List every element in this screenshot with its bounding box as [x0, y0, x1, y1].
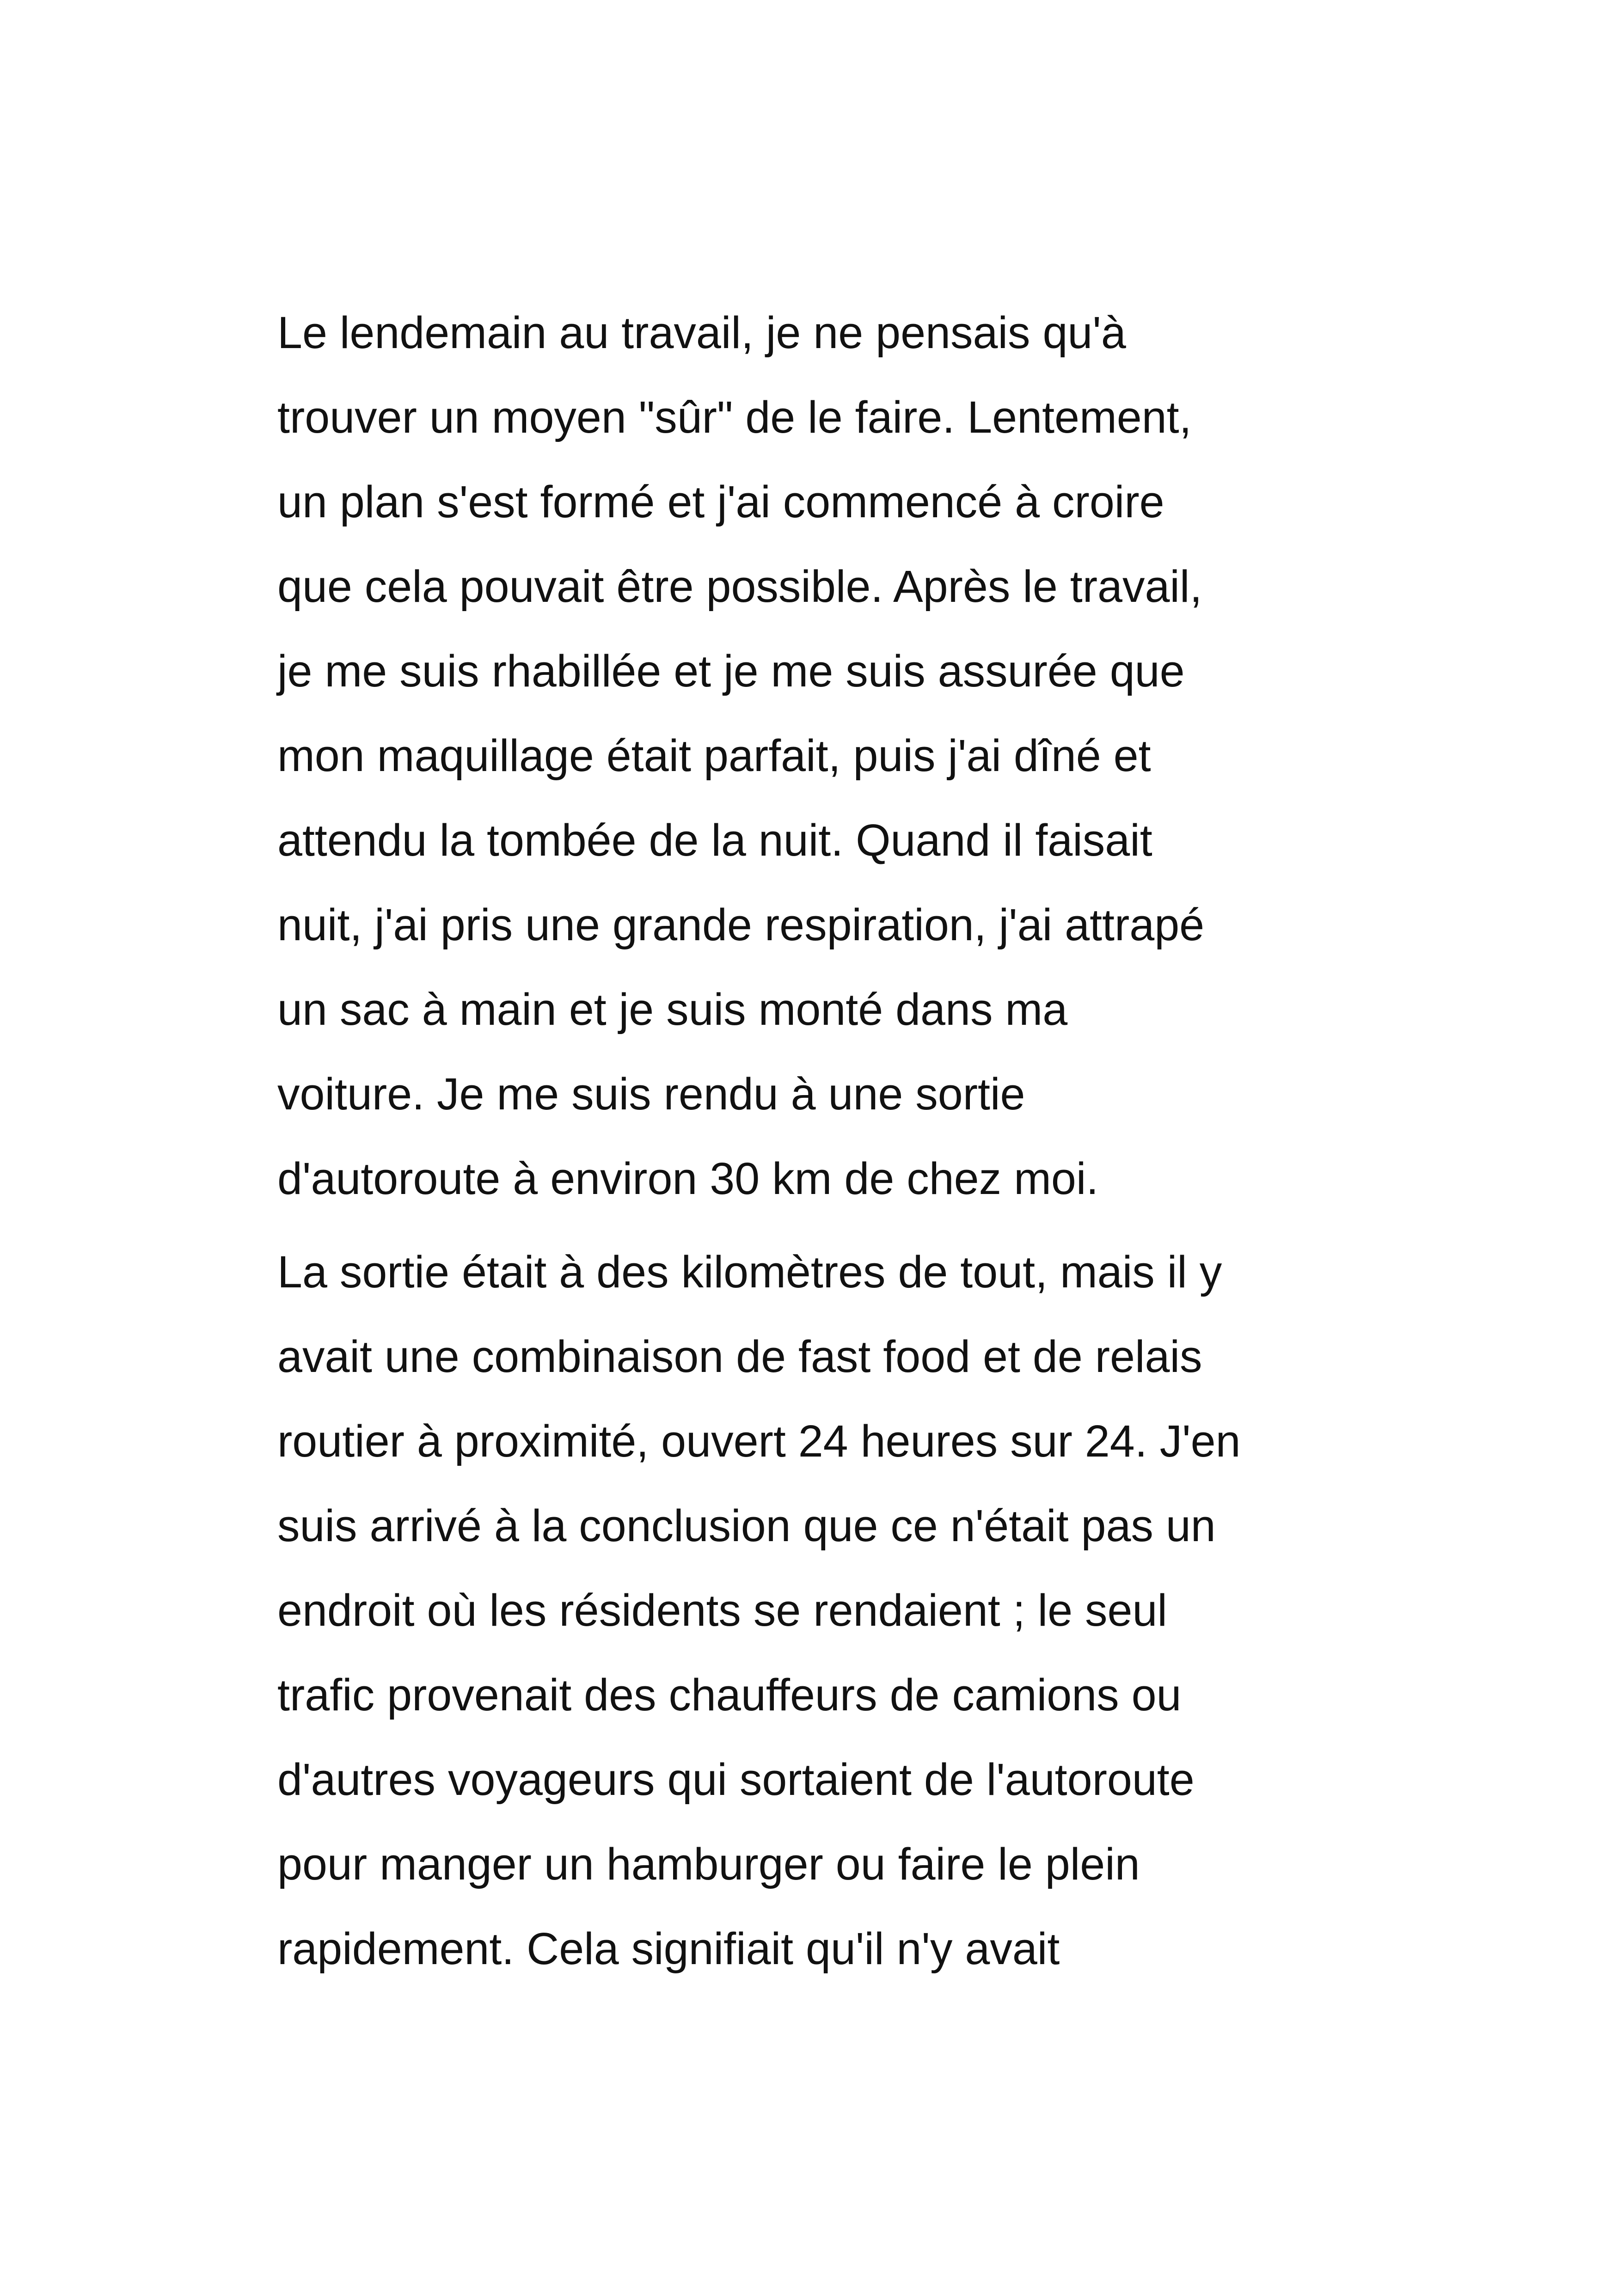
text-line: un plan s'est formé et j'ai commencé à croire: [277, 477, 1164, 527]
text-line: pour manger un hamburger ou faire le plein: [277, 1839, 1140, 1889]
text-line: voiture. Je me suis rendu à une sortie: [277, 1069, 1025, 1119]
text-line: que cela pouvait être possible. Après le travail,: [277, 561, 1202, 612]
text-line: avait une combinaison de fast food et de relais: [277, 1331, 1202, 1382]
text-line: rapidement. Cela signifiait qu'il n'y avait: [277, 1923, 1060, 1974]
text-line: d'autoroute à environ 30 km de chez moi.: [277, 1153, 1099, 1204]
text-line: d'autres voyageurs qui sortaient de l'autoroute: [277, 1754, 1195, 1805]
text-line: La sortie était à des kilomètres de tout, mais il y: [277, 1247, 1222, 1297]
text-line: trafic provenait des chauffeurs de camions ou: [277, 1670, 1182, 1720]
text-line: routier à proximité, ouvert 24 heures sur 24. J'en: [277, 1416, 1241, 1466]
text-line: endroit où les résidents se rendaient ; le seul: [277, 1585, 1167, 1635]
text-line: Le lendemain au travail, je ne pensais qu'à: [277, 307, 1126, 358]
text-line: trouver un moyen "sûr" de le faire. Lentement,: [277, 392, 1192, 442]
text-line: mon maquillage était parfait, puis j'ai dîné et: [277, 730, 1151, 781]
text-line: attendu la tombée de la nuit. Quand il faisait: [277, 815, 1152, 865]
text-line: nuit, j'ai pris une grande respiration, j'ai attrapé: [277, 900, 1205, 950]
text-line: suis arrivé à la conclusion que ce n'était pas un: [277, 1500, 1216, 1551]
text-line: un sac à main et je suis monté dans ma: [277, 984, 1068, 1035]
text-line: je me suis rhabillée et je me suis assurée que: [277, 646, 1185, 696]
paragraph-2: [277, 1230, 1396, 1991]
paragraph-1: [277, 290, 1396, 1221]
